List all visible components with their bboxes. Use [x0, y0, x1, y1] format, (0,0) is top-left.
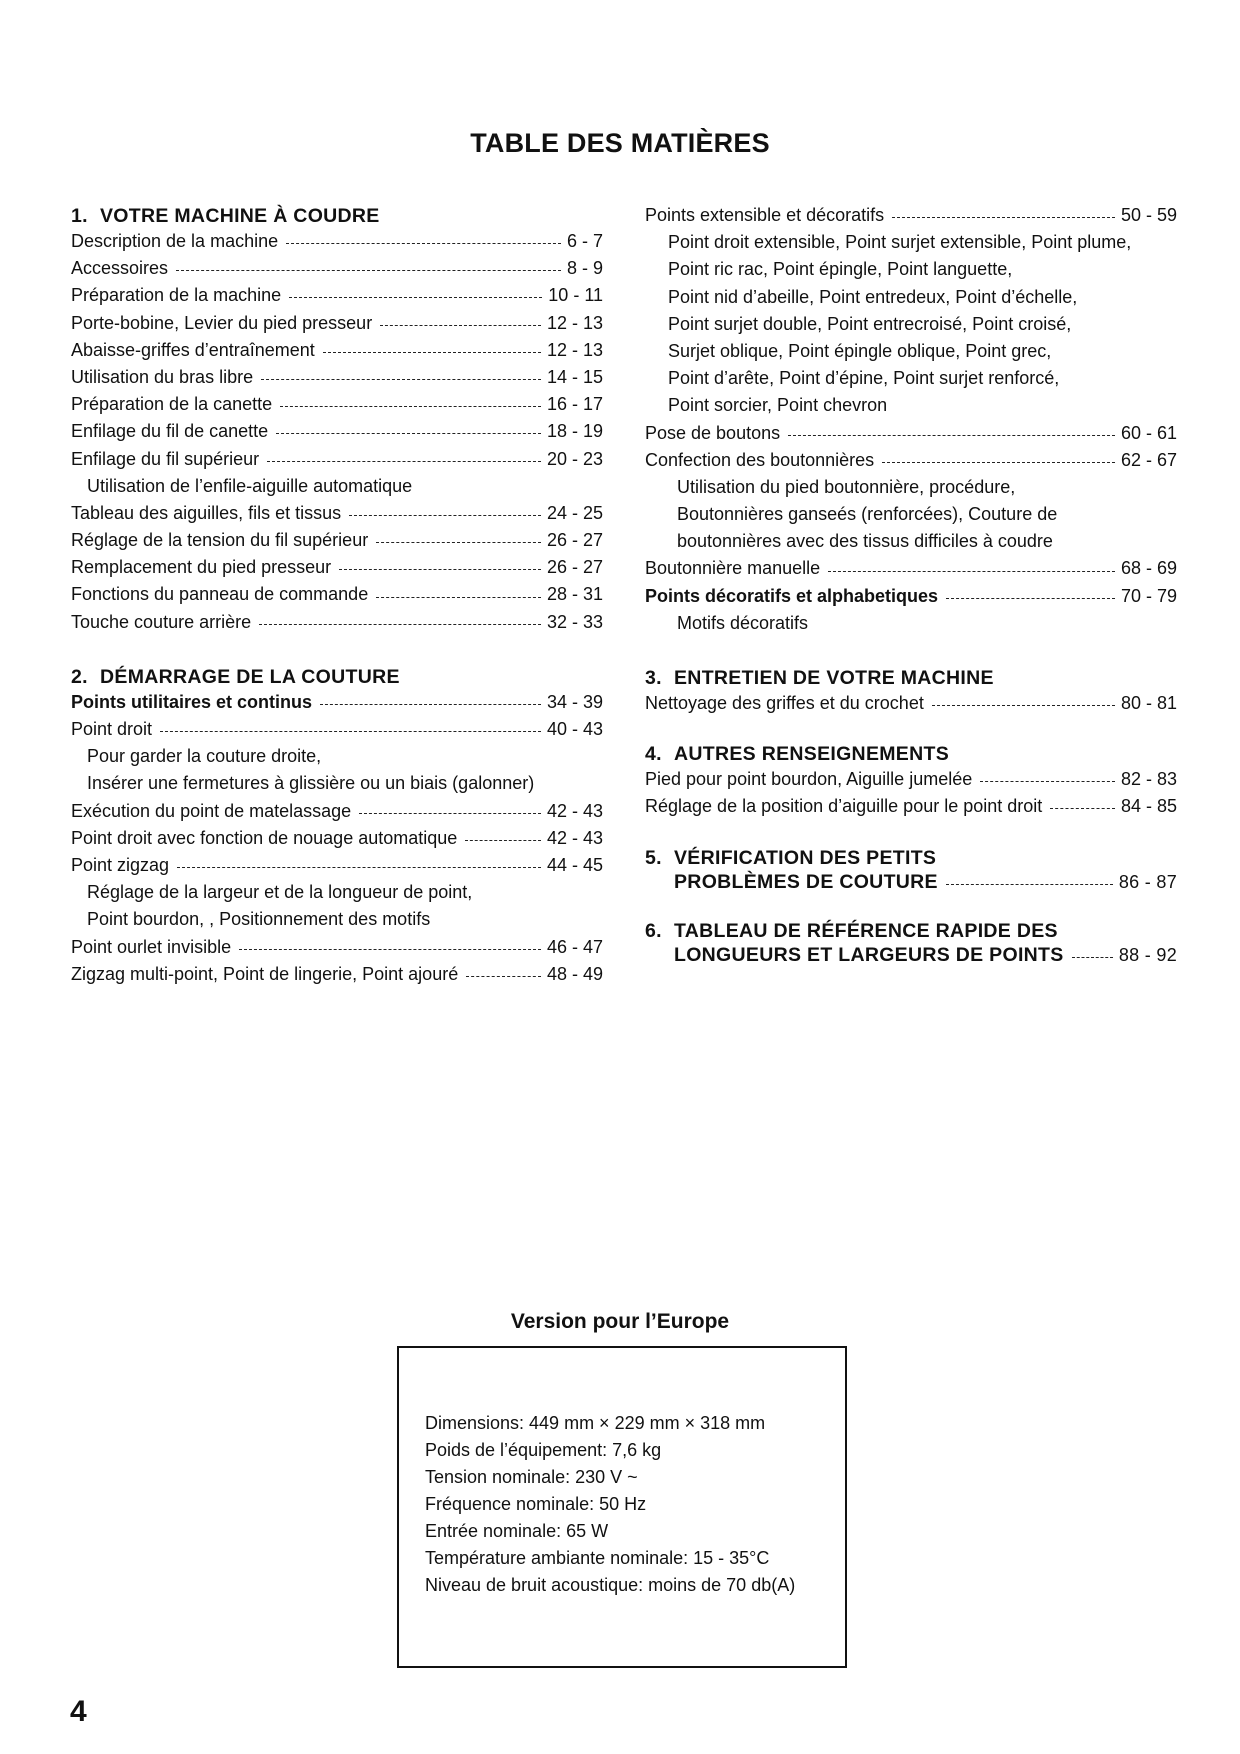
toc-entry[interactable]: [645, 420, 1177, 447]
toc-entry[interactable]: [71, 527, 603, 554]
spec-temperature: Température ambiante nominale: 15 - 35°C: [425, 1548, 770, 1568]
toc-left-column: [71, 204, 603, 988]
toc-entry[interactable]: [71, 554, 603, 581]
toc-entry[interactable]: [645, 583, 1177, 610]
toc-entry[interactable]: [71, 825, 603, 852]
toc-entry-title: Préparation de la machine: [71, 285, 282, 306]
toc-entry[interactable]: [645, 555, 1177, 582]
toc-entry-title: Abaisse-griffes d’entraînement: [71, 339, 315, 360]
toc-entry-pages: 26 - 27: [546, 530, 603, 551]
dot-leader: [276, 433, 541, 434]
toc-entry-pages: 32 - 33: [546, 611, 603, 632]
section-title: LONGUEURS ET LARGEURS DE POINTS: [674, 943, 1064, 966]
dot-leader: [259, 624, 541, 625]
toc-entry-pages: 16 - 17: [546, 394, 603, 415]
toc-entry-pages: 26 - 27: [546, 557, 603, 578]
section-heading-6: [645, 919, 1177, 943]
toc-entry-title: Enfilage du fil de canette: [71, 421, 269, 442]
spacer: [645, 637, 1177, 666]
toc-entry[interactable]: [645, 202, 1177, 229]
toc-entry-pages: 60 - 61: [1120, 422, 1177, 443]
toc-entry-pages: 10 - 11: [548, 285, 603, 306]
toc-entry-pages: 40 - 43: [546, 719, 603, 739]
toc-entry-pages: 14 - 15: [546, 366, 603, 387]
section-number: 5.: [645, 846, 662, 869]
toc-entry[interactable]: [71, 310, 603, 337]
dot-leader: [286, 243, 561, 244]
toc-entry-pages: 88 - 92: [1118, 944, 1177, 965]
toc-entry-title: Porte-bobine, Levier du pied presseur: [71, 312, 373, 333]
toc-subentry: Insérer une fermetures à glissière ou un biais (galonner): [87, 773, 535, 794]
toc-subentry: Point nid d’abeille, Point entredeux, Point d’échelle,: [668, 286, 1078, 307]
spacer: [645, 821, 1177, 846]
dot-leader: [376, 542, 541, 543]
dot-leader: [239, 949, 541, 950]
section-heading-6-line2[interactable]: [645, 943, 1177, 967]
toc-entry-pages: 82 - 83: [1120, 769, 1177, 790]
toc-entry-pages: 86 - 87: [1118, 871, 1177, 892]
toc-entry-pages: 12 - 13: [546, 312, 603, 333]
section-heading-4: [645, 742, 1177, 766]
toc-entry[interactable]: [71, 716, 603, 743]
dot-leader: [160, 731, 541, 732]
toc-entry-title: Description de la machine: [71, 231, 279, 251]
toc-entry-title: Fonctions du panneau de commande: [71, 584, 369, 605]
toc-entry[interactable]: [71, 689, 603, 716]
toc-entry-title: Tableau des aiguilles, fils et tissus: [71, 502, 342, 523]
toc-entry[interactable]: [71, 446, 603, 473]
spec-frequency: Fréquence nominale: 50 Hz: [425, 1494, 647, 1514]
toc-entry[interactable]: [71, 581, 603, 608]
toc-entry-pages: 50 - 59: [1120, 205, 1177, 225]
spec-list: [425, 1410, 795, 1599]
dot-leader: [280, 406, 541, 407]
toc-entry-title: Touche couture arrière: [71, 611, 252, 632]
section-title: VOTRE MACHINE À COUDRE: [100, 205, 380, 227]
dot-leader: [1050, 808, 1115, 809]
dot-leader: [261, 379, 541, 380]
toc-right-column: [645, 204, 1177, 967]
page-number: 4: [70, 1695, 87, 1728]
spec-box: [397, 1346, 847, 1668]
spec-title: Version pour l’Europe: [510, 1310, 730, 1333]
toc-entry-pages: 84 - 85: [1120, 796, 1177, 817]
toc-subentry: Boutonnières ganseés (renforcées), Couture de: [677, 504, 1058, 525]
section-heading-5-line2[interactable]: [645, 870, 1177, 894]
toc-entry-title: Nettoyage des griffes et du crochet: [645, 693, 924, 713]
dot-leader: [349, 515, 541, 516]
toc-entry-title: Confection des boutonnières: [645, 449, 875, 470]
toc-entry[interactable]: [71, 934, 603, 961]
toc-entry-pages: 44 - 45: [546, 854, 603, 875]
toc-subentry: Utilisation de l’enfile-aiguille automatique: [87, 475, 413, 496]
toc-entry[interactable]: [71, 798, 603, 825]
toc-entry-title: Points décoratifs et alphabetiques: [645, 585, 939, 606]
toc-subentry: boutonnières avec des tissus difficiles à coudre: [677, 531, 1053, 552]
toc-entry[interactable]: [71, 282, 603, 309]
dot-leader: [320, 704, 541, 705]
toc-entry-title: Pose de boutons: [645, 422, 781, 443]
toc-subentry: Point d’arête, Point d’épine, Point surjet renforcé,: [668, 368, 1060, 389]
toc-subentry: Point bourdon, , Positionnement des motifs: [87, 909, 431, 930]
toc-entry-title: Préparation de la canette: [71, 394, 273, 415]
toc-entry[interactable]: [71, 418, 603, 445]
toc-subentry: Utilisation du pied boutonnière, procédure,: [677, 476, 1016, 497]
toc-entry-title: Exécution du point de matelassage: [71, 800, 352, 821]
toc-entry-pages: 46 - 47: [546, 936, 603, 957]
dot-leader: [466, 976, 541, 977]
section-heading-5: [645, 846, 1177, 870]
toc-entry-pages: 42 - 43: [546, 827, 603, 848]
dot-leader: [828, 571, 1115, 572]
toc-entry-title: Utilisation du bras libre: [71, 366, 254, 387]
dot-leader: [380, 325, 541, 326]
dot-leader: [323, 352, 541, 353]
dot-leader: [267, 461, 541, 462]
toc-entry-title: Boutonnière manuelle: [645, 558, 821, 579]
toc-entry[interactable]: [71, 228, 603, 255]
spec-power: Entrée nominale: 65 W: [425, 1521, 609, 1541]
dot-leader: [1072, 957, 1113, 958]
toc-entry[interactable]: [71, 391, 603, 418]
dot-leader: [946, 598, 1115, 599]
toc-entry-pages: 18 - 19: [546, 421, 603, 442]
toc-entry[interactable]: [645, 690, 1177, 717]
toc-entry-pages: 68 - 69: [1120, 558, 1177, 579]
toc-subentry: Surjet oblique, Point épingle oblique, Point grec,: [668, 340, 1052, 361]
toc-entry-pages: 12 - 13: [546, 339, 603, 360]
toc-entry[interactable]: [645, 447, 1177, 474]
dot-leader: [946, 884, 1113, 885]
toc-entry-title: Point droit avec fonction de nouage automatique: [71, 827, 458, 848]
section-title: PROBLÈMES DE COUTURE: [674, 870, 938, 893]
section-heading-3: [645, 666, 1177, 690]
toc-entry[interactable]: [71, 961, 603, 988]
dot-leader: [376, 597, 541, 598]
toc-subentry: Point surjet double, Point entrecroisé, Point croisé,: [668, 313, 1072, 334]
toc-entry[interactable]: [71, 255, 603, 282]
dot-leader: [465, 840, 541, 841]
spacer: [71, 636, 603, 665]
section-title: TABLEAU DE RÉFÉRENCE RAPIDE DES: [674, 919, 1058, 942]
section-number: 1.: [71, 205, 88, 227]
toc-subentry: Réglage de la largeur et de la longueur de point,: [87, 882, 473, 903]
toc-entry-title: Réglage de la tension du fil supérieur: [71, 530, 369, 551]
toc-entry[interactable]: [645, 793, 1177, 820]
dot-leader: [176, 270, 561, 271]
toc-subentry: Pour garder la couture droite,: [87, 746, 322, 767]
spec-weight: Poids de l’équipement: 7,6 kg: [425, 1440, 662, 1460]
dot-leader: [359, 813, 541, 814]
section-heading-1: [71, 204, 603, 228]
section-title: AUTRES RENSEIGNEMENTS: [674, 743, 949, 766]
dot-leader: [289, 297, 542, 298]
toc-entry-title: Point zigzag: [71, 854, 170, 875]
dot-leader: [177, 867, 541, 868]
section-number: 4.: [645, 743, 662, 766]
toc-entry-title: Zigzag multi-point, Point de lingerie, Point ajouré: [71, 963, 459, 984]
toc-subentry: Point droit extensible, Point surjet extensible, Point plume,: [668, 232, 1132, 253]
toc-entry-pages: 70 - 79: [1120, 585, 1177, 606]
dot-leader: [788, 435, 1115, 436]
toc-entry[interactable]: [71, 609, 603, 636]
spec-noise: Niveau de bruit acoustique: moins de 70 db(A): [425, 1575, 796, 1595]
toc-entry-title: Points extensible et décoratifs: [645, 205, 885, 225]
toc-subentry: Point ric rac, Point épingle, Point languette,: [668, 259, 1013, 280]
dot-leader: [980, 781, 1115, 782]
toc-subentry: Point sorcier, Point chevron: [668, 395, 888, 416]
toc-entry-title: Pied pour point bourdon, Aiguille jumelée: [645, 769, 973, 790]
page-title: TABLE DES MATIÈRES: [470, 128, 770, 158]
dot-leader: [932, 705, 1115, 706]
toc-entry[interactable]: [71, 852, 603, 879]
dot-leader: [882, 462, 1115, 463]
toc-entry-pages: 28 - 31: [546, 584, 603, 605]
toc-entry-pages: 20 - 23: [546, 448, 603, 469]
toc-entry[interactable]: [71, 500, 603, 527]
section-title: VÉRIFICATION DES PETITS: [674, 846, 937, 869]
toc-entry[interactable]: [71, 364, 603, 391]
toc-entry-title: Point ourlet invisible: [71, 936, 232, 957]
toc-entry[interactable]: [71, 337, 603, 364]
section-heading-2: [71, 665, 603, 689]
toc-entry-pages: 42 - 43: [546, 800, 603, 821]
toc-subentry: Motifs décoratifs: [677, 612, 809, 633]
toc-entry-pages: 48 - 49: [546, 963, 603, 984]
toc-entry-title: Accessoires: [71, 258, 169, 279]
toc-entry-title: Réglage de la position d’aiguille pour le point droit: [645, 796, 1043, 817]
toc-entry-title: Point droit: [71, 719, 153, 739]
dot-leader: [892, 217, 1115, 218]
toc-entry-title: Points utilitaires et continus: [71, 691, 313, 712]
spec-voltage: Tension nominale: 230 V ~: [425, 1467, 638, 1487]
section-title: DÉMARRAGE DE LA COUTURE: [100, 665, 400, 688]
spacer: [645, 717, 1177, 742]
spec-dimensions: Dimensions: 449 mm × 229 mm × 318 mm: [425, 1413, 766, 1433]
toc-entry-pages: 24 - 25: [546, 502, 603, 523]
dot-leader: [339, 569, 541, 570]
section-title: ENTRETIEN DE VOTRE MACHINE: [674, 667, 994, 689]
toc-entry[interactable]: [645, 766, 1177, 793]
toc-entry-pages: 62 - 67: [1120, 449, 1177, 470]
section-number: 2.: [71, 665, 88, 688]
section-number: 6.: [645, 919, 662, 942]
toc-entry-pages: 34 - 39: [546, 691, 603, 712]
toc-entry-title: Remplacement du pied presseur: [71, 557, 332, 578]
toc-entry-pages: 8 - 9: [566, 258, 603, 279]
toc-entry-pages: 6 - 7: [566, 231, 603, 251]
toc-entry-title: Enfilage du fil supérieur: [71, 448, 260, 469]
spacer: [645, 894, 1177, 919]
toc-entry-pages: 80 - 81: [1120, 693, 1177, 713]
section-number: 3.: [645, 667, 662, 689]
